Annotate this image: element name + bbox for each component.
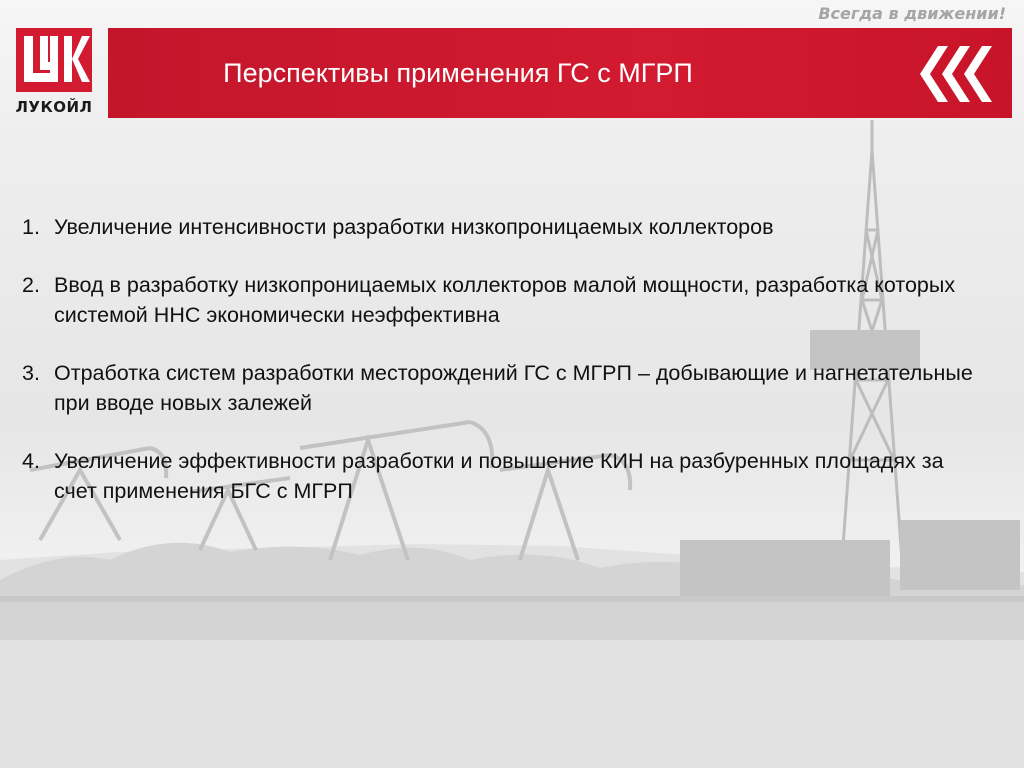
item-text: Увеличение интенсивности разработки низкопроницаемых коллекторов [54,215,774,239]
slide-title: Перспективы применения ГС с МГРП [223,58,693,88]
list-item [22,358,982,418]
item-text: Отработка систем разработки месторождений ГС с МГРП – добывающие и нагнетательные при вводе новых залежей [54,361,973,415]
item-text: Увеличение эффективности разработки и повышение КИН на разбуренных площадях за счет применения БГС с МГРП [54,449,944,503]
item-number: 3. [22,361,40,385]
header-banner [108,28,1012,118]
triple-chevron-left-icon [916,42,1000,106]
item-text: Ввод в разработку низкопроницаемых коллекторов малой мощности, разработка которых системой ННС экономически неэффективна [54,273,956,327]
perspectives-list [22,212,982,534]
list-item [22,446,982,506]
list-item [22,270,982,330]
lukoil-logo [10,26,98,118]
company-tagline: Всегда в движении! [818,4,1006,23]
list-item [22,212,982,242]
item-number: 4. [22,449,40,473]
item-number: 2. [22,273,40,297]
item-number: 1. [22,215,40,239]
lukoil-logo-icon [10,26,98,98]
lukoil-wordmark: ЛУКОЙЛ [15,98,93,116]
